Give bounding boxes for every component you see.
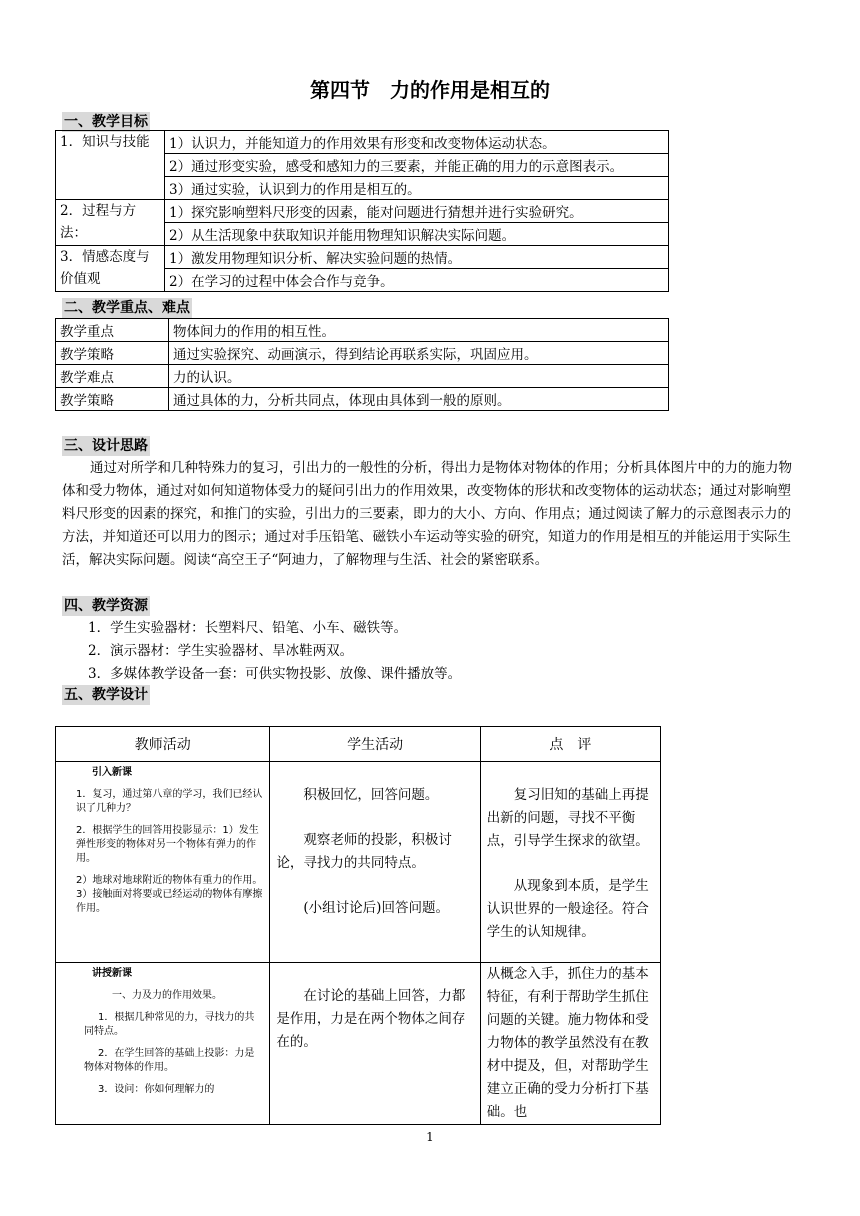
resources-list bbox=[88, 617, 461, 686]
comment-cell bbox=[480, 963, 660, 1125]
column-header: 教师活动 bbox=[56, 727, 270, 762]
teacher-heading: 引入新课 bbox=[92, 767, 132, 778]
table-row bbox=[56, 342, 669, 365]
teacher-text: 1．复习，通过第八章的学习，我们已经认识了几种力？ bbox=[76, 789, 263, 814]
keypoint-label: 教学难点 bbox=[56, 365, 169, 388]
student-text: 积极回忆，回答问题。 bbox=[303, 787, 439, 803]
section-heading-design: 五、教学设计 bbox=[64, 687, 148, 703]
teacher-heading: 讲授新课 bbox=[92, 968, 132, 979]
goal-item: 1）认识力，并能知道力的作用效果有形变和改变物体运动状态。 bbox=[165, 131, 669, 154]
comment-text: 从概念入手，抓住力的基本特征，有利于帮助学生抓住问题的关键。施力物体和受力物体的教学虽然没有在教材中提及，但，对帮助学生建立正确的受力分析打下基础。也 bbox=[486, 966, 649, 1120]
goal-category: 2．过程与方法： bbox=[56, 200, 165, 246]
design-table bbox=[55, 726, 661, 1125]
keypoints-table bbox=[55, 318, 669, 411]
column-header: 点 评 bbox=[480, 727, 660, 762]
goal-item: 2）从生活现象中获取知识并能用物理知识解决实际问题。 bbox=[165, 223, 669, 246]
keypoint-value: 物体间力的作用的相互性。 bbox=[169, 319, 669, 342]
student-cell bbox=[270, 762, 480, 963]
table-row bbox=[56, 762, 661, 963]
teacher-text: 2）地球对地球附近的物体有重力的作用。3）接触面对将要或已经运动的物体有摩擦作用。 bbox=[76, 875, 263, 914]
list-item: 3．多媒体教学设备一套：可供实物投影、放像、课件播放等。 bbox=[88, 666, 462, 682]
teacher-text: 1．根据几种常见的力，寻找力的共同特点。 bbox=[84, 1012, 255, 1037]
teacher-text: 2．在学生回答的基础上投影：力是物体对物体的作用。 bbox=[84, 1048, 255, 1073]
student-cell bbox=[270, 963, 480, 1125]
table-row bbox=[56, 200, 669, 223]
section-heading-keypoints: 二、教学重点、难点 bbox=[64, 300, 190, 316]
column-header: 学生活动 bbox=[270, 727, 480, 762]
table-row bbox=[56, 246, 669, 269]
keypoint-value: 通过具体的力，分析共同点，体现由具体到一般的原则。 bbox=[169, 388, 669, 411]
table-row bbox=[56, 319, 669, 342]
page-number: 1 bbox=[426, 1130, 434, 1144]
goal-item: 2）在学习的过程中体会合作与竞争。 bbox=[165, 269, 669, 292]
keypoint-label: 教学策略 bbox=[56, 388, 169, 411]
list-item: 2．演示器材：学生实验器材、旱冰鞋两双。 bbox=[88, 643, 354, 659]
comment-cell bbox=[480, 762, 660, 963]
keypoint-label: 教学策略 bbox=[56, 342, 169, 365]
design-idea-paragraph bbox=[62, 457, 800, 572]
keypoint-label: 教学重点 bbox=[56, 319, 169, 342]
keypoint-value: 通过实验探究、动画演示，得到结论再联系实际，巩固应用。 bbox=[169, 342, 669, 365]
teacher-cell bbox=[56, 762, 270, 963]
section-heading-design-idea: 三、设计思路 bbox=[64, 438, 148, 454]
design-idea-text: 通过对所学和几种特殊力的复习，引出力的一般性的分析，得出力是物体对物体的作用；分析具体图片中的力的施力物体和受力物体，通过对如何知道物体受力的疑问引出力的作用效果，改变物体的形状和改变物体的运动状态；通过对影响塑料尺形变的因素的探究，和推门的实验，引出力的三要素，即力的大小、方向、作用点；通过阅读了解力的示意图表示力的方法，并知道还可以用力的图示；通过对手压铅笔、磁铁小车运动等实验的研究，知道力的作用是相互的并能运用于实际生活，解决实际问题。阅读“高空王子“阿迪力，了解物理与生活、社会的紧密联系。 bbox=[62, 460, 792, 568]
goal-item: 1）探究影响塑料尺形变的因素，能对问题进行猜想并进行实验研究。 bbox=[165, 200, 669, 223]
student-text: 在讨论的基础上回答，力都是作用，力是在两个物体之间存在的。 bbox=[276, 988, 466, 1050]
teacher-text: 一、力及力的作用效果。 bbox=[112, 990, 222, 1001]
table-row bbox=[56, 131, 669, 154]
teacher-cell bbox=[56, 963, 270, 1125]
student-text: 观察老师的投影，积极讨论，寻找力的共同特点。 bbox=[276, 832, 452, 871]
teacher-text: 3．设问：你如何理解力的 bbox=[98, 1084, 215, 1095]
table-row bbox=[56, 388, 669, 411]
table-row bbox=[56, 365, 669, 388]
goals-table bbox=[55, 130, 669, 292]
goal-category: 1．知识与技能 bbox=[56, 131, 165, 200]
table-row bbox=[56, 963, 661, 1125]
section-heading-goals: 一、教学目标 bbox=[64, 114, 148, 130]
list-item: 1．学生实验器材：长塑料尺、铅笔、小车、磁铁等。 bbox=[88, 620, 408, 636]
goal-item: 3）通过实验，认识到力的作用是相互的。 bbox=[165, 177, 669, 200]
comment-text: 复习旧知的基础上再提出新的问题，寻找不平衡点，引导学生探求的欲望。 bbox=[486, 787, 649, 849]
page-title: 第四节 力的作用是相互的 bbox=[310, 78, 550, 102]
keypoint-value: 力的认识。 bbox=[169, 365, 669, 388]
table-header-row bbox=[56, 727, 661, 762]
teacher-text: 2．根据学生的回答用投影显示：1）发生弹性形变的物体对另一个物体有弹力的作用。 bbox=[76, 825, 259, 864]
comment-text: 从现象到本质，是学生认识世界的一般途径。符合学生的认知规律。 bbox=[486, 878, 649, 940]
goal-category: 3．情感态度与价值观 bbox=[56, 246, 165, 292]
goal-item: 1）激发用物理知识分析、解决实验问题的热情。 bbox=[165, 246, 669, 269]
student-text: (小组讨论后)回答问题。 bbox=[303, 900, 449, 916]
goal-item: 2）通过形变实验，感受和感知力的三要素，并能正确的用力的示意图表示。 bbox=[165, 154, 669, 177]
section-heading-resources: 四、教学资源 bbox=[64, 598, 148, 614]
